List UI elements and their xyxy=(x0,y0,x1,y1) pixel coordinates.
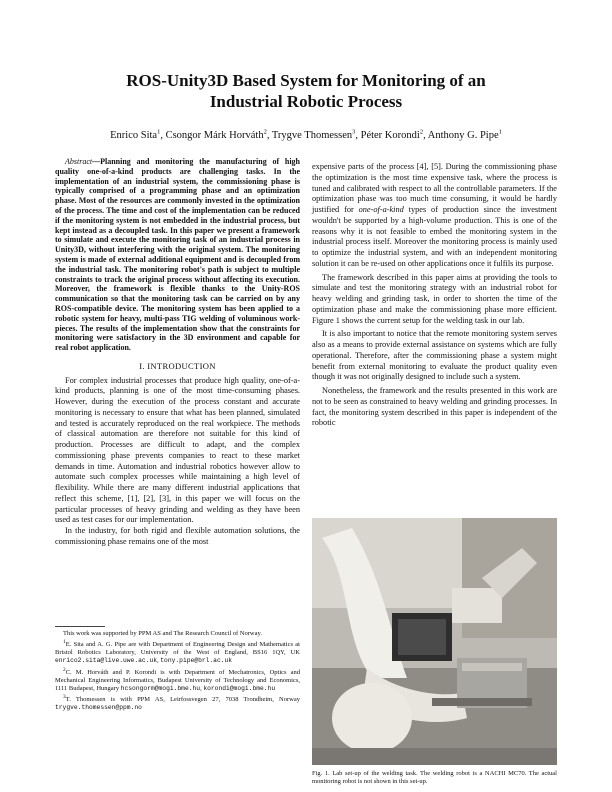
right-column xyxy=(312,162,557,429)
author: Trygve Thomessen$^3$, xyxy=(271,128,361,141)
author: Péter Korondi$^2$, xyxy=(360,128,428,141)
paragraph: It is also important to notice that the remote monitoring system serves also as a means to provide external assistance on systems which are fully operational. Therefore, after the commissioning phase a system might benefit from external monitoring to evaluate the product quality even though it was not originally designed to include such a system. xyxy=(312,329,557,382)
figure-lab-setup-photo xyxy=(312,518,557,765)
author: Enrico Sita$^1$, xyxy=(110,128,166,141)
footnote-rule xyxy=(55,626,105,627)
title-line-2: Industrial Robotic Process xyxy=(209,92,403,111)
footnotes xyxy=(55,630,300,712)
title-line-1: ROS-Unity3D Based System for Monitoring of an xyxy=(126,71,486,90)
author-list xyxy=(40,125,572,142)
author: Csongor Márk Horváth$^2$, xyxy=(165,128,272,141)
abstract-label: Abstract xyxy=(65,157,93,166)
footnote-2: $^2$C. M. Horváth and P. Korondi is with Department of Mechatronics, Optics and Mechanical Engineering Informatics, Budapest University of Technology and Economics, 1111 Budapest, Hungary hcsongorm@mogi.bme.hu, korondi@mogi.bme.hu xyxy=(55,666,300,692)
footnote-funding: This work was supported by PPM AS and The Research Council of Norway. xyxy=(63,630,262,637)
paragraph: expensive parts of the process [4], [5]. During the commissioning phase the optimization is the most time expensive task, where the process is tuned and calibrated with respect to all the controllable parameters. If the optimization phase was too much time consuming, it would be hardly justified for one-of-a-kind types of production since the investment wouldn't be supported by a high-volume production. This is one of the reasons why it is not feasible to embed the monitoring system in the industrial process itself. Moreover the monitoring process is mainly used to optimize the industrial system, and with an independent monitoring solution it can be re-used on other applications once it fulfils its purpose. xyxy=(312,162,557,268)
section-heading-introduction: I. INTRODUCTION xyxy=(139,360,216,371)
footnote-1: $^1$E. Sita and A. G. Pipe are with Department of Engineering Design and Mathematics at Bristol Robotics Laboratory, University of the West of England, BS16 1QY, UK enrico2.sita@live.uwe.ac.uk, tony.pipe@brl.ac.uk xyxy=(55,639,300,665)
paragraph: Nonetheless, the framework and the results presented in this work are not to be seen as constrained to heavy welding and grinding processes. In fact, the monitoring system described in this paper is independent of the robotic xyxy=(312,386,557,428)
paper-title xyxy=(60,70,552,112)
abstract xyxy=(55,157,300,353)
abstract-text: —Planning and monitoring the manufacturing of high quality one-of-a-kind products are challenging tasks. In the implementation of an industrial system, the commissioning phase is typically comprised of a programming phase and an optimization phase. Most of the resources are commonly invested in the optimization of the process. The time and cost of the implementation can be reduced if the monitoring system is not embedded in the industrial process, but kept instead as a decoupled task. In this paper we present a framework to simulate and execute the monitoring task of an industrial process in Unity3D, without interfering with the original system. The monitoring system is made of external additional equipment and is decoupled from the industrial task. The monitoring robot's path is subject to multiple constraints to track the original process without affecting its execution. Moreover, the framework is flexible thanks to the Unity-ROS communication so that the monitoring task can be carried on by any ROS-compatible device. The monitoring system has been applied to a robotic system for heavy, multi-pass TIG welding of voluminous work-pieces. The results of the implementation show that the constraints for monitoring were satisfactory in the 3D environment and capable for real robot application. xyxy=(55,157,300,353)
email-link[interactable]: hcsongorm@mogi.bme.hu xyxy=(120,684,201,692)
figure-caption: Fig. 1. Lab set-up of the welding task. The welding robot is a NACHI MC70. The actual monitoring robot is not shown in this set-up. xyxy=(312,770,557,785)
paragraph: For complex industrial processes that produce high quality, one-of-a-kind products, planning is one of the most time-consuming phases. However, during the execution of the process constant and accurate monitoring is necessary to ensure that what has been planned, simulated and tested is accurately reproduced on the real workpiece. The methods of classical automation are therefore not suitable for this kind of production. Processes are difficult to adapt, and the complex commissioning phase prevents companies to react to these market demands in time. Automation and industrial robotics however allow to automate such complex processes while maintaining a high level of flexibility. While there are many different industrial applications that reflect this scheme, [1], [2], [3], in this paper we will focus on the particular processes of heavy grinding and welding as they have been used as test cases for our implementation. xyxy=(55,375,300,525)
footnote-3: $^3$T. Thomessen is with PPM AS, Leirfossvegen 27, 7038 Trondheim, Norway trygve.thomessen@ppm.no xyxy=(55,693,300,712)
paragraph: In the industry, for both rigid and flexible automation solutions, the commissioning phase remains one of the most xyxy=(55,526,300,546)
author: Anthony G. Pipe$^1$ xyxy=(427,128,502,141)
email-link[interactable]: korondi@mogi.bme.hu xyxy=(203,684,276,692)
left-column xyxy=(55,157,300,548)
email-link[interactable]: tony.pipe@brl.ac.uk xyxy=(160,657,233,665)
email-link[interactable]: trygve.thomessen@ppm.no xyxy=(55,704,142,712)
paragraph: The framework described in this paper aims at providing the tools to simulate and test the monitoring strategy with an industrial robot for heavy welding and grinding task, in order to shorten the time of the optimization phase and make the commissioning phase more efficient. Figure 1 shows the current setup for the welding task in our lab. xyxy=(312,272,557,325)
email-link[interactable]: enrico2.sita@live.uwe.ac.uk xyxy=(55,657,158,665)
lab-photo-illustration xyxy=(312,518,557,765)
